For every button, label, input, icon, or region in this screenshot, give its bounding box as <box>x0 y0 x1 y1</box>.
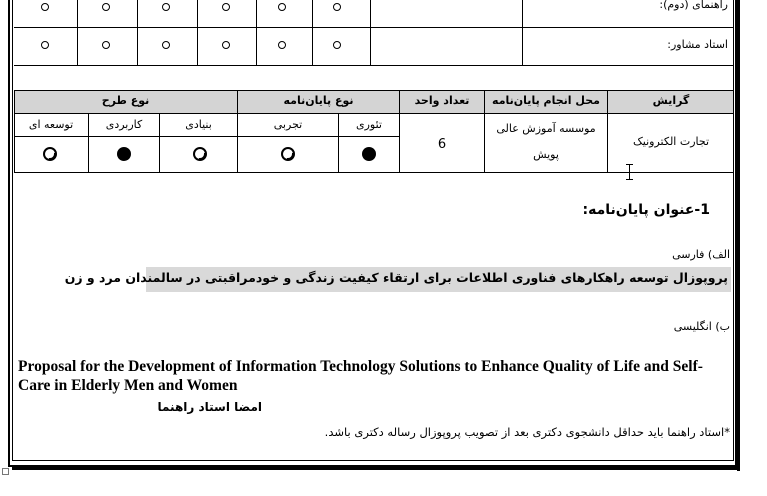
location-line2: پویش <box>533 148 559 161</box>
consultant-radio-5[interactable] <box>278 41 286 49</box>
section-heading: 1-عنوان پایان‌نامه: <box>582 202 710 218</box>
location-line1: موسسه آموزش عالی <box>496 122 596 135</box>
text-cursor-icon <box>626 164 633 180</box>
advisor2-radio-5[interactable] <box>278 3 286 11</box>
header-plan-type: نوع طرح <box>14 91 237 113</box>
header-field: گرایش <box>608 91 734 113</box>
footnote: *استاد راهنما باید حداقل دانشجوی دکتری بعد از تصویب پروپوزال رساله دکتری باشد. <box>324 425 730 439</box>
advisor2-label: راهنمای (دوم): <box>659 0 728 11</box>
english-title-line2: Care in Elderly Men and Women <box>18 377 238 394</box>
english-title-line1: Proposal for the Development of Information Technology Solutions to Enhance Quality of Life and Self- <box>18 358 703 375</box>
header-units: تعداد واحد <box>400 91 484 113</box>
experimental-option[interactable] <box>281 147 295 161</box>
english-label: ب) انگلیسی <box>673 320 730 333</box>
applied-option[interactable] <box>117 147 131 161</box>
advisor2-radio-1[interactable] <box>41 3 49 11</box>
subheader-fundamental: بنیادی <box>185 118 212 131</box>
consultant-radio-6[interactable] <box>333 41 341 49</box>
farsi-label: الف) فارسی <box>672 248 730 261</box>
units-value: 6 <box>437 137 447 152</box>
header-thesis-type: نوع پایان‌نامه <box>238 91 399 113</box>
advisor2-radio-6[interactable] <box>333 3 341 11</box>
consultant-radio-3[interactable] <box>162 41 170 49</box>
subheader-theoretical: تئوری <box>356 118 382 131</box>
advisor2-radio-3[interactable] <box>162 3 170 11</box>
subheader-developmental: توسعه ای <box>28 118 74 131</box>
theoretical-option[interactable] <box>362 147 376 161</box>
signature-label: امضا استاد راهنما <box>157 400 262 414</box>
field-value: تجارت الکترونیک <box>632 135 710 148</box>
frame-shadow-right <box>737 0 740 471</box>
consultant-label: استاد مشاور: <box>667 38 728 51</box>
consultant-radio-4[interactable] <box>222 41 230 49</box>
subheader-experimental: تجربی <box>273 118 303 131</box>
consultant-radio-1[interactable] <box>41 41 49 49</box>
advisor2-radio-2[interactable] <box>102 3 110 11</box>
fundamental-option[interactable] <box>193 147 207 161</box>
resize-handle-icon[interactable] <box>2 468 9 475</box>
developmental-option[interactable] <box>43 147 57 161</box>
header-location: محل انجام پایان‌نامه <box>485 91 607 113</box>
consultant-radio-2[interactable] <box>102 41 110 49</box>
advisor2-radio-4[interactable] <box>222 3 230 11</box>
subheader-applied: کاربردی <box>105 118 143 131</box>
farsi-title: پروپوزال توسعه راهکارهای فناوری اطلاعات برای ارتقاء کیفیت زندگی و خودمراقبتی در سالمندان مرد و زن <box>64 270 728 285</box>
frame-shadow-bottom <box>12 467 740 470</box>
